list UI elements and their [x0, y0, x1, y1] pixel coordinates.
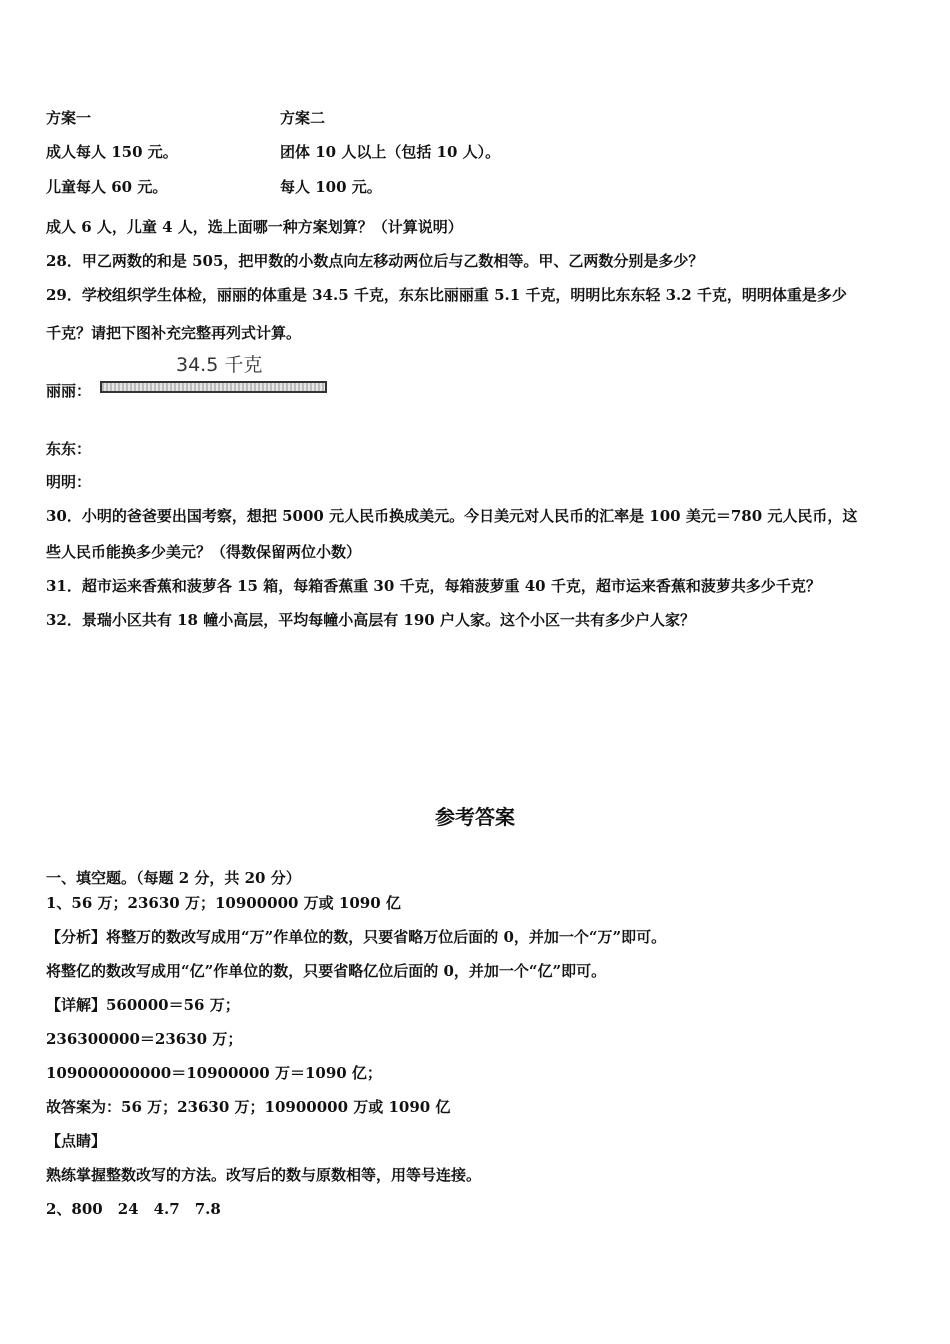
comment-text: 熟练掌握整数改写的方法。改写后的数与原数相等，用等号连接。 — [46, 1166, 482, 1184]
plan1-adult-price: 成人每人 150 元。 — [46, 143, 178, 161]
detail-line2: 236300000＝23630 万； — [46, 1030, 243, 1048]
mingming-label: 明明： — [46, 473, 92, 491]
plan-question: 成人 6 人，儿童 4 人，选上面哪一种方案划算？（计算说明） — [46, 218, 463, 236]
dongdong-label: 东东： — [46, 440, 92, 458]
plan2-title: 方案二 — [280, 109, 326, 127]
question-28: 28．甲乙两数的和是 505，把甲数的小数点向左移动两位后与乙数相等。甲、乙两数分别是多少？ — [46, 252, 704, 270]
plan2-group-rule: 团体 10 人以上（包括 10 人）。 — [280, 143, 501, 161]
answer-2: 2、800 24 4.7 7.8 — [46, 1200, 221, 1218]
section-1-heading: 一、填空题。（每题 2 分，共 20 分） — [46, 869, 301, 887]
question-32: 32．景瑞小区共有 18 幢小高层，平均每幢小高层有 190 户人家。这个小区一共有多少户人家？ — [46, 611, 695, 629]
lili-label: 丽丽： — [46, 382, 92, 400]
question-30-line1: 30．小明的爸爸要出国考察，想把 5000 元人民币换成美元。今日美元对人民币的汇率是 100 美元＝780 元人民币，这 — [46, 507, 858, 525]
answers-title: 参考答案 — [435, 805, 515, 829]
plan2-price: 每人 100 元。 — [280, 178, 382, 196]
analysis-line2: 将整亿的数改写成用“亿”作单位的数，只要省略亿位后面的 0，并加一个“亿”即可。 — [46, 962, 607, 980]
lili-bar-label: 34.5 千克 — [176, 354, 263, 376]
question-29-line2: 千克？请把下图补充完整再列式计算。 — [46, 324, 302, 342]
detail-line3: 109000000000＝10900000 万＝1090 亿； — [46, 1064, 382, 1082]
comment-title: 【点睛】 — [46, 1132, 107, 1150]
detail-line1: 【详解】560000＝56 万； — [46, 996, 240, 1014]
plan1-title: 方案一 — [46, 109, 92, 127]
detail-line4: 故答案为：56 万；23630 万；10900000 万或 1090 亿 — [46, 1098, 451, 1116]
analysis-line1: 【分析】将整万的数改写成用“万”作单位的数，只要省略万位后面的 0，并加一个“万”即可。 — [46, 928, 667, 946]
question-31: 31．超市运来香蕉和菠萝各 15 箱，每箱香蕉重 30 千克，每箱菠萝重 40 千克，超市运来香蕉和菠萝共多少千克？ — [46, 577, 821, 595]
question-30-line2: 些人民币能换多少美元？（得数保留两位小数） — [46, 543, 362, 561]
answer-1: 1、56 万；23630 万；10900000 万或 1090 亿 — [46, 894, 401, 912]
plan1-child-price: 儿童每人 60 元。 — [46, 178, 168, 196]
question-29-line1: 29．学校组织学生体检，丽丽的体重是 34.5 千克，东东比丽丽重 5.1 千克，明明比东东轻 3.2 千克，明明体重是多少 — [46, 286, 847, 304]
lili-weight-bar — [100, 381, 327, 393]
